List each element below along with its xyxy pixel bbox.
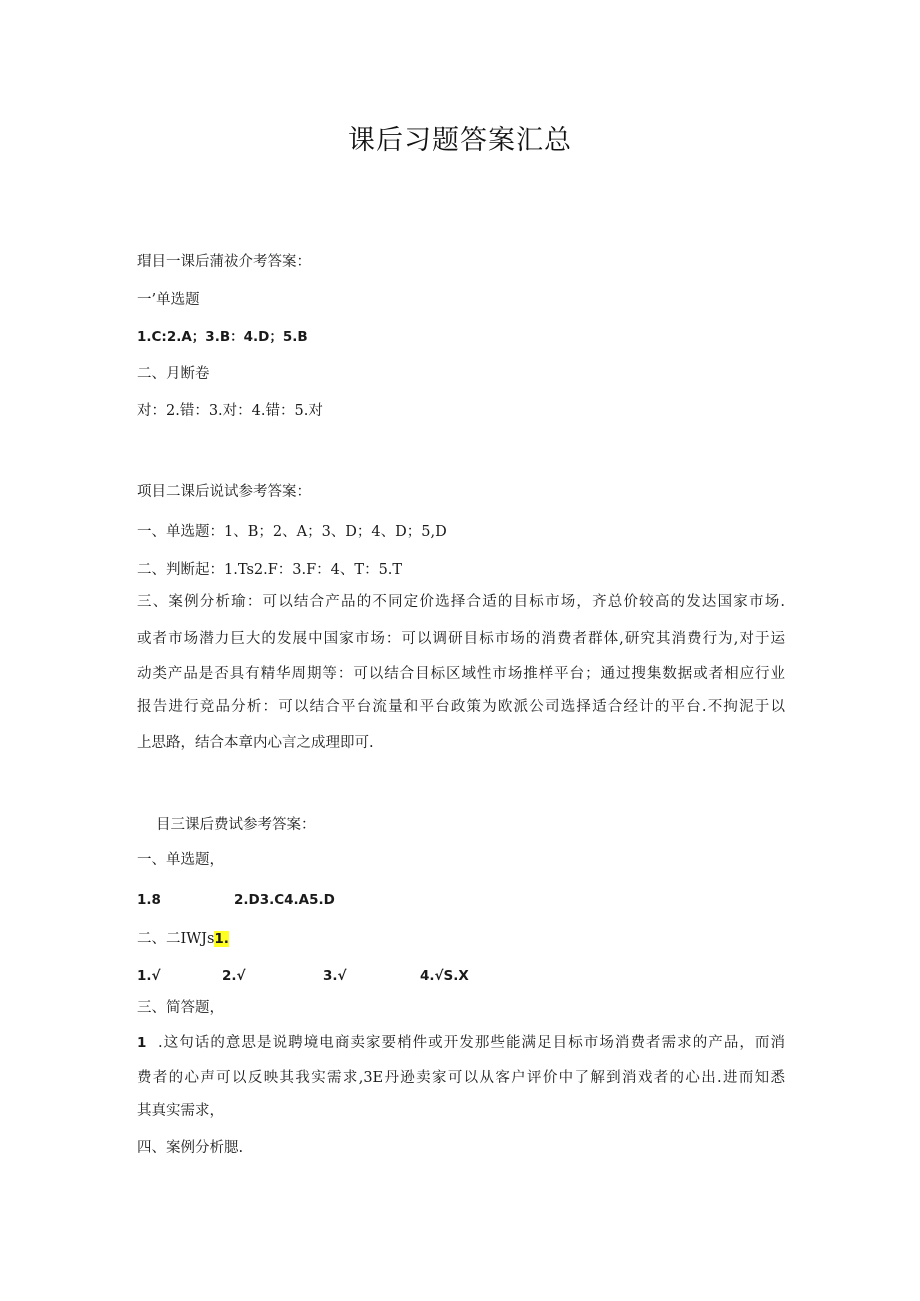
project2-true-false: 二、判断起：1.Ts2.F：3.F：4、T：5.T xyxy=(137,562,403,578)
project2-case-line: 动类产品是否具有精华周期等：可以结合目标区域性市场推样平台；通过搜集数据或者相应行业 xyxy=(137,666,785,682)
project2-heading: 项目二课后说试参考答案： xyxy=(137,484,311,500)
document-title: 课后习题答案汇总 xyxy=(348,125,572,156)
tf-answer: 4.√S.X xyxy=(420,968,469,984)
project3-section2-prefix: 二、二IWJs xyxy=(137,931,215,947)
project1-section1-title: 一’单选题 xyxy=(137,292,200,308)
project2-case-line: 上思路，结合本章内心言之成理即可. xyxy=(137,735,374,751)
project2-single-choice: 一、单选题：1、B；2、A；3、D；4、D；5,D xyxy=(137,524,447,540)
project3-section2-title xyxy=(137,929,229,949)
project1-section2-answers: 对：2.错：3.对：4.错：5.对 xyxy=(137,403,323,419)
project3-section3-title: 三、简答题， xyxy=(137,1000,224,1016)
project2-case-line: 或者市场潜力巨大的发展中国家市场：可以调研目标市场的消费者群体,研究其消费行为,对于运 xyxy=(137,631,785,647)
short-answer-line: 费者的心声可以反映其我实需求,3E丹逊卖家可以从客户评价中了解到消戏者的心出.进而知悉 xyxy=(137,1070,785,1086)
project3-section1-title: 一、单选题， xyxy=(137,852,224,868)
project1-heading: 瑁目一课后蒲祓介考答案： xyxy=(137,254,311,270)
short-answer-line: 其真实需求， xyxy=(137,1103,224,1119)
short-answer-line: .这句话的意思是说聘境电商卖家要梢件或开发那些能满足目标市场消费者需求的产品，而消 xyxy=(158,1035,785,1051)
highlighted-text: 1. xyxy=(214,931,229,947)
project3-section1-answer-b: 2.D3.C4.A5.D xyxy=(234,892,335,908)
tf-answer: 1.√ xyxy=(137,968,161,984)
project1-section2-title: 二、月断卷 xyxy=(137,366,210,382)
tf-answer: 2.√ xyxy=(222,968,246,984)
project2-case-line: 报告进行竞品分析：可以结合平台流量和平台政策为欧派公司选择适合经计的平台.不拘泥于以 xyxy=(137,699,785,715)
project3-section4-title: 四、案例分析腮. xyxy=(137,1140,244,1156)
tf-answer: 3.√ xyxy=(323,968,347,984)
project1-section1-answers: 1.C:2.A；3.B：4.D；5.B xyxy=(137,329,308,345)
project2-case-line: 三、案例分析瑜：可以结合产品的不同定价选择合适的目标市场，齐总价较高的发达国家市场. xyxy=(137,594,785,610)
project3-heading: 目三课后费试参考答案： xyxy=(156,817,316,833)
project3-section1-answer-a: 1.8 xyxy=(137,892,161,908)
short-answer-number: 1 xyxy=(137,1035,147,1051)
